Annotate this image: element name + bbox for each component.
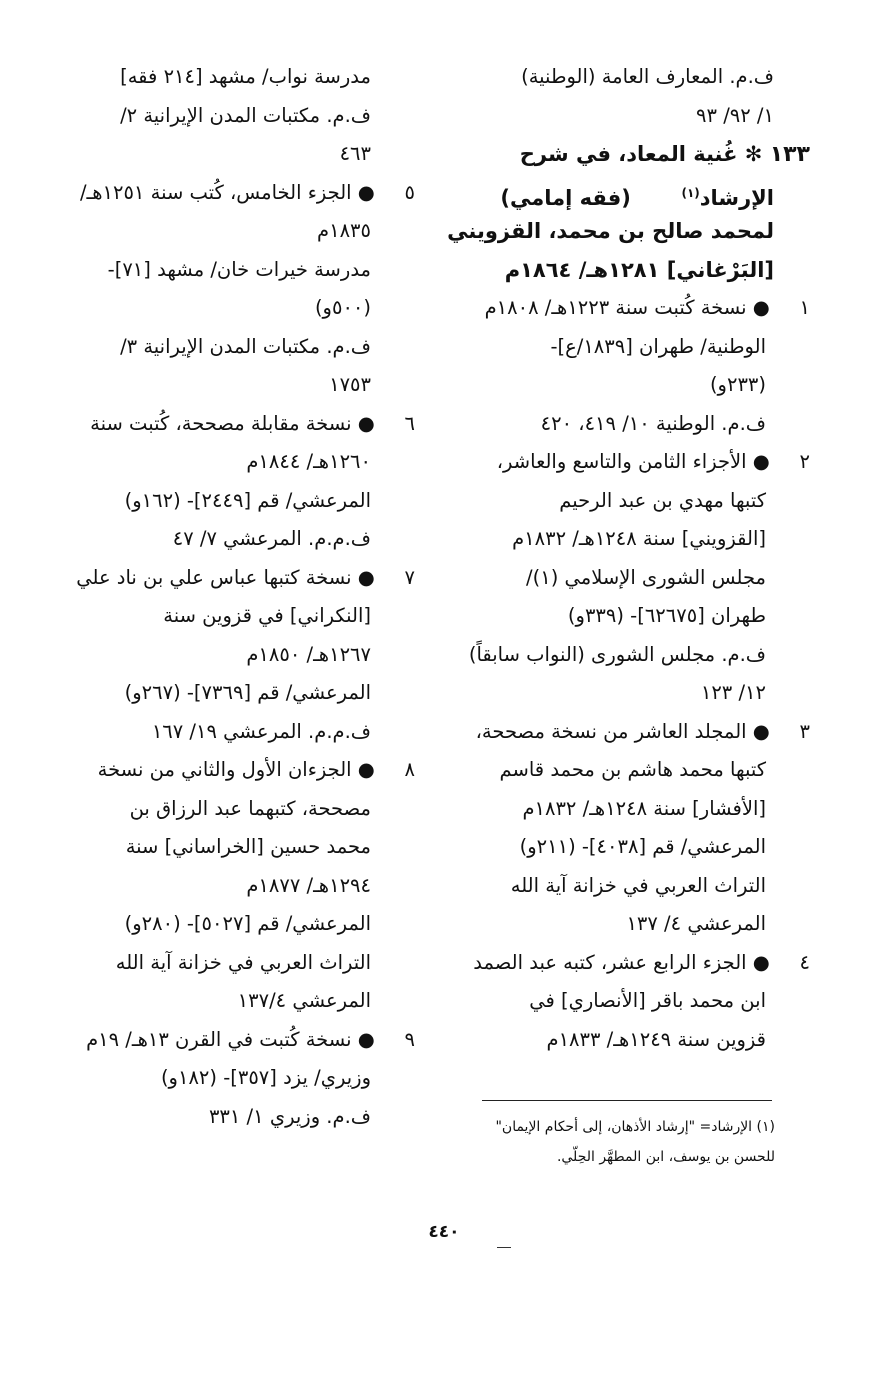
star-icon: ✻ <box>744 142 763 166</box>
text-line: ١٢٦٧هـ/ ١٨٥٠م <box>246 642 371 666</box>
item-text: المجلد العاشر من نسخة مصححة، <box>475 719 747 743</box>
list-item <box>440 713 810 752</box>
text-line: ١٢٩٤هـ/ ١٨٧٧م <box>246 873 371 897</box>
bullet-icon: ● <box>357 565 375 589</box>
page-mark <box>497 1247 511 1248</box>
text-line: ١٨٣٥م <box>317 219 371 242</box>
footnote-line: للحسن بن يوسف، ابن المطهَّر الحِلّي. <box>556 1149 775 1165</box>
entry-title <box>440 135 810 174</box>
text-line: المرعشي/ قم [٥٠٢٧]- (٢٨٠و) <box>124 912 371 935</box>
text-line: محمد حسين [الخراساني] سنة <box>125 835 371 858</box>
text-line: ٤٦٣ <box>339 142 371 165</box>
bullet-icon: ● <box>357 1027 375 1051</box>
item-text: نسخة كتبها عباس علي بن ناد علي <box>76 565 352 589</box>
footnote-line: (١) الإرشاد= "إرشاد الأذهان، إلى أحكام الإيمان" <box>495 1119 775 1135</box>
text-line: الوطنية/ طهران [١٨٣٩/ع]- <box>550 334 766 358</box>
bullet-icon: ● <box>752 719 770 743</box>
text-line: مدرسة خيرات خان/ مشهد [٧١]- <box>107 257 371 281</box>
text-line: كتبها مهدي بن عبد الرحيم <box>559 488 766 512</box>
item-number: ٣ <box>799 719 810 743</box>
page-number: ٤٤٠ <box>428 1222 460 1242</box>
text-line: [الأفشار] سنة ١٢٤٨هـ/ ١٨٣٢م <box>522 796 766 820</box>
right-column <box>440 58 810 1059</box>
item-text: الجزءان الأول والثاني من نسخة <box>97 758 352 781</box>
text-line: المرعشي/ قم [٧٣٦٩]- (٢٦٧و) <box>124 681 371 704</box>
list-item <box>60 174 415 213</box>
text-line: ف.م. مجلس الشورى (النواب سابقاً) <box>468 642 766 666</box>
text-line: المرعشي/ قم [٤٠٣٨]- (٢١١و) <box>519 835 766 858</box>
item-text: الجزء الخامس، كُتب سنة ١٢٥١هـ/ <box>79 180 352 204</box>
item-number: ٧ <box>404 565 415 589</box>
text-line: ١٧٥٣ <box>329 373 371 396</box>
entry-author: لمحمد صالح بن محمد، القزويني <box>447 219 774 243</box>
item-number: ١ <box>799 296 810 319</box>
bullet-icon: ● <box>752 296 770 319</box>
item-number: ٦ <box>404 411 415 435</box>
item-number: ٤ <box>799 950 810 974</box>
entry-author-dates: [البَرْغاني] ١٢٨١هـ/ ١٨٦٤م <box>504 257 774 282</box>
text-line: طهران [٦٢٦٧٥]- (٣٣٩و) <box>567 604 766 627</box>
item-number: ٩ <box>404 1027 415 1051</box>
item-text: نسخة كُتبت في القرن ١٣هـ/ ١٩م <box>86 1027 352 1051</box>
item-text: نسخة كُتبت سنة ١٢٢٣هـ/ ١٨٠٨م <box>484 296 747 319</box>
list-item <box>440 443 810 482</box>
footnote-divider <box>482 1100 772 1101</box>
bullet-icon: ● <box>357 411 375 435</box>
item-number: ٥ <box>404 180 415 204</box>
list-item <box>60 405 415 444</box>
list-item <box>60 559 415 598</box>
text-line: ف.م. مكتبات المدن الإيرانية ٢/ <box>120 103 371 127</box>
text-line: ف.م. مكتبات المدن الإيرانية ٣/ <box>120 334 371 358</box>
text-line: مصححة، كتبهما عبد الرزاق بن <box>129 796 371 820</box>
left-column <box>60 58 415 1136</box>
text-line: قزوين سنة ١٢٤٩هـ/ ١٨٣٣م <box>546 1027 766 1051</box>
item-text: نسخة مقابلة مصححة، كُتبت سنة <box>90 411 352 435</box>
entry-title-cont <box>440 174 810 213</box>
text-line: التراث العربي في خزانة آية الله <box>510 873 766 897</box>
text-line: وزيري/ يزد [٣٥٧]- (١٨٢و) <box>160 1066 371 1089</box>
text-line: كتبها محمد هاشم بن محمد قاسم <box>499 758 766 781</box>
bullet-icon: ● <box>752 450 770 473</box>
text-line: ١٢/ ١٢٣ <box>700 681 766 704</box>
text-line: مدرسة نواب/ مشهد [٢١٤ فقه] <box>120 65 371 88</box>
item-number: ٢ <box>799 450 810 473</box>
item-text: الأجزاء الثامن والتاسع والعاشر، <box>496 450 747 473</box>
list-item <box>60 751 415 790</box>
bullet-icon: ● <box>357 180 375 204</box>
footnote <box>440 1112 775 1172</box>
bullet-icon: ● <box>752 950 770 974</box>
bullet-icon: ● <box>357 758 375 781</box>
text-line: ف.م.م. المرعشي ١٩/ ١٦٧ <box>151 719 371 743</box>
item-number: ٨ <box>404 758 415 781</box>
text-line: المرعشي ١٣٧/٤ <box>237 989 371 1012</box>
text-line: المرعشي ٤/ ١٣٧ <box>626 912 766 935</box>
text-line: المرعشي/ قم [٢٤٤٩]- (١٦٢و) <box>124 488 371 512</box>
list-item <box>440 944 810 983</box>
text-line: ١/ ٩٢/ ٩٣ <box>696 103 774 127</box>
footnote-ref: (١) <box>681 185 700 200</box>
list-item <box>60 1021 415 1060</box>
text-line: ف.م. المعارف العامة (الوطنية) <box>521 65 774 88</box>
item-text: الجزء الرابع عشر، كتبه عبد الصمد <box>473 950 747 974</box>
text-line: ابن محمد باقر [الأنصاري] في <box>529 989 766 1012</box>
list-item <box>440 289 810 328</box>
text-line: [القزويني] سنة ١٢٤٨هـ/ ١٨٣٢م <box>512 527 766 550</box>
entry-title-text: غُنية المعاد، في شرح <box>519 142 738 166</box>
text-line: التراث العربي في خزانة آية الله <box>115 950 371 974</box>
entry-number: ١٣٣ <box>769 142 810 167</box>
text-line: ف.م. وزيري ١/ ٣٣١ <box>208 1104 371 1128</box>
text-line: ف.م. الوطنية ١٠/ ٤١٩، ٤٢٠ <box>540 411 766 435</box>
entry-title-text: الإرشاد <box>699 185 774 210</box>
text-line: مجلس الشورى الإسلامي (١)/ <box>526 565 766 589</box>
text-line: (٥٠٠و) <box>314 296 371 319</box>
text-line: [النكراني] في قزوين سنة <box>163 604 371 627</box>
text-line: ف.م.م. المرعشي ٧/ ٤٧ <box>172 527 371 550</box>
text-line: ١٢٦٠هـ/ ١٨٤٤م <box>246 450 371 473</box>
text-line: (٢٣٣و) <box>709 373 766 396</box>
entry-category: (فقه إمامي) <box>500 185 631 210</box>
